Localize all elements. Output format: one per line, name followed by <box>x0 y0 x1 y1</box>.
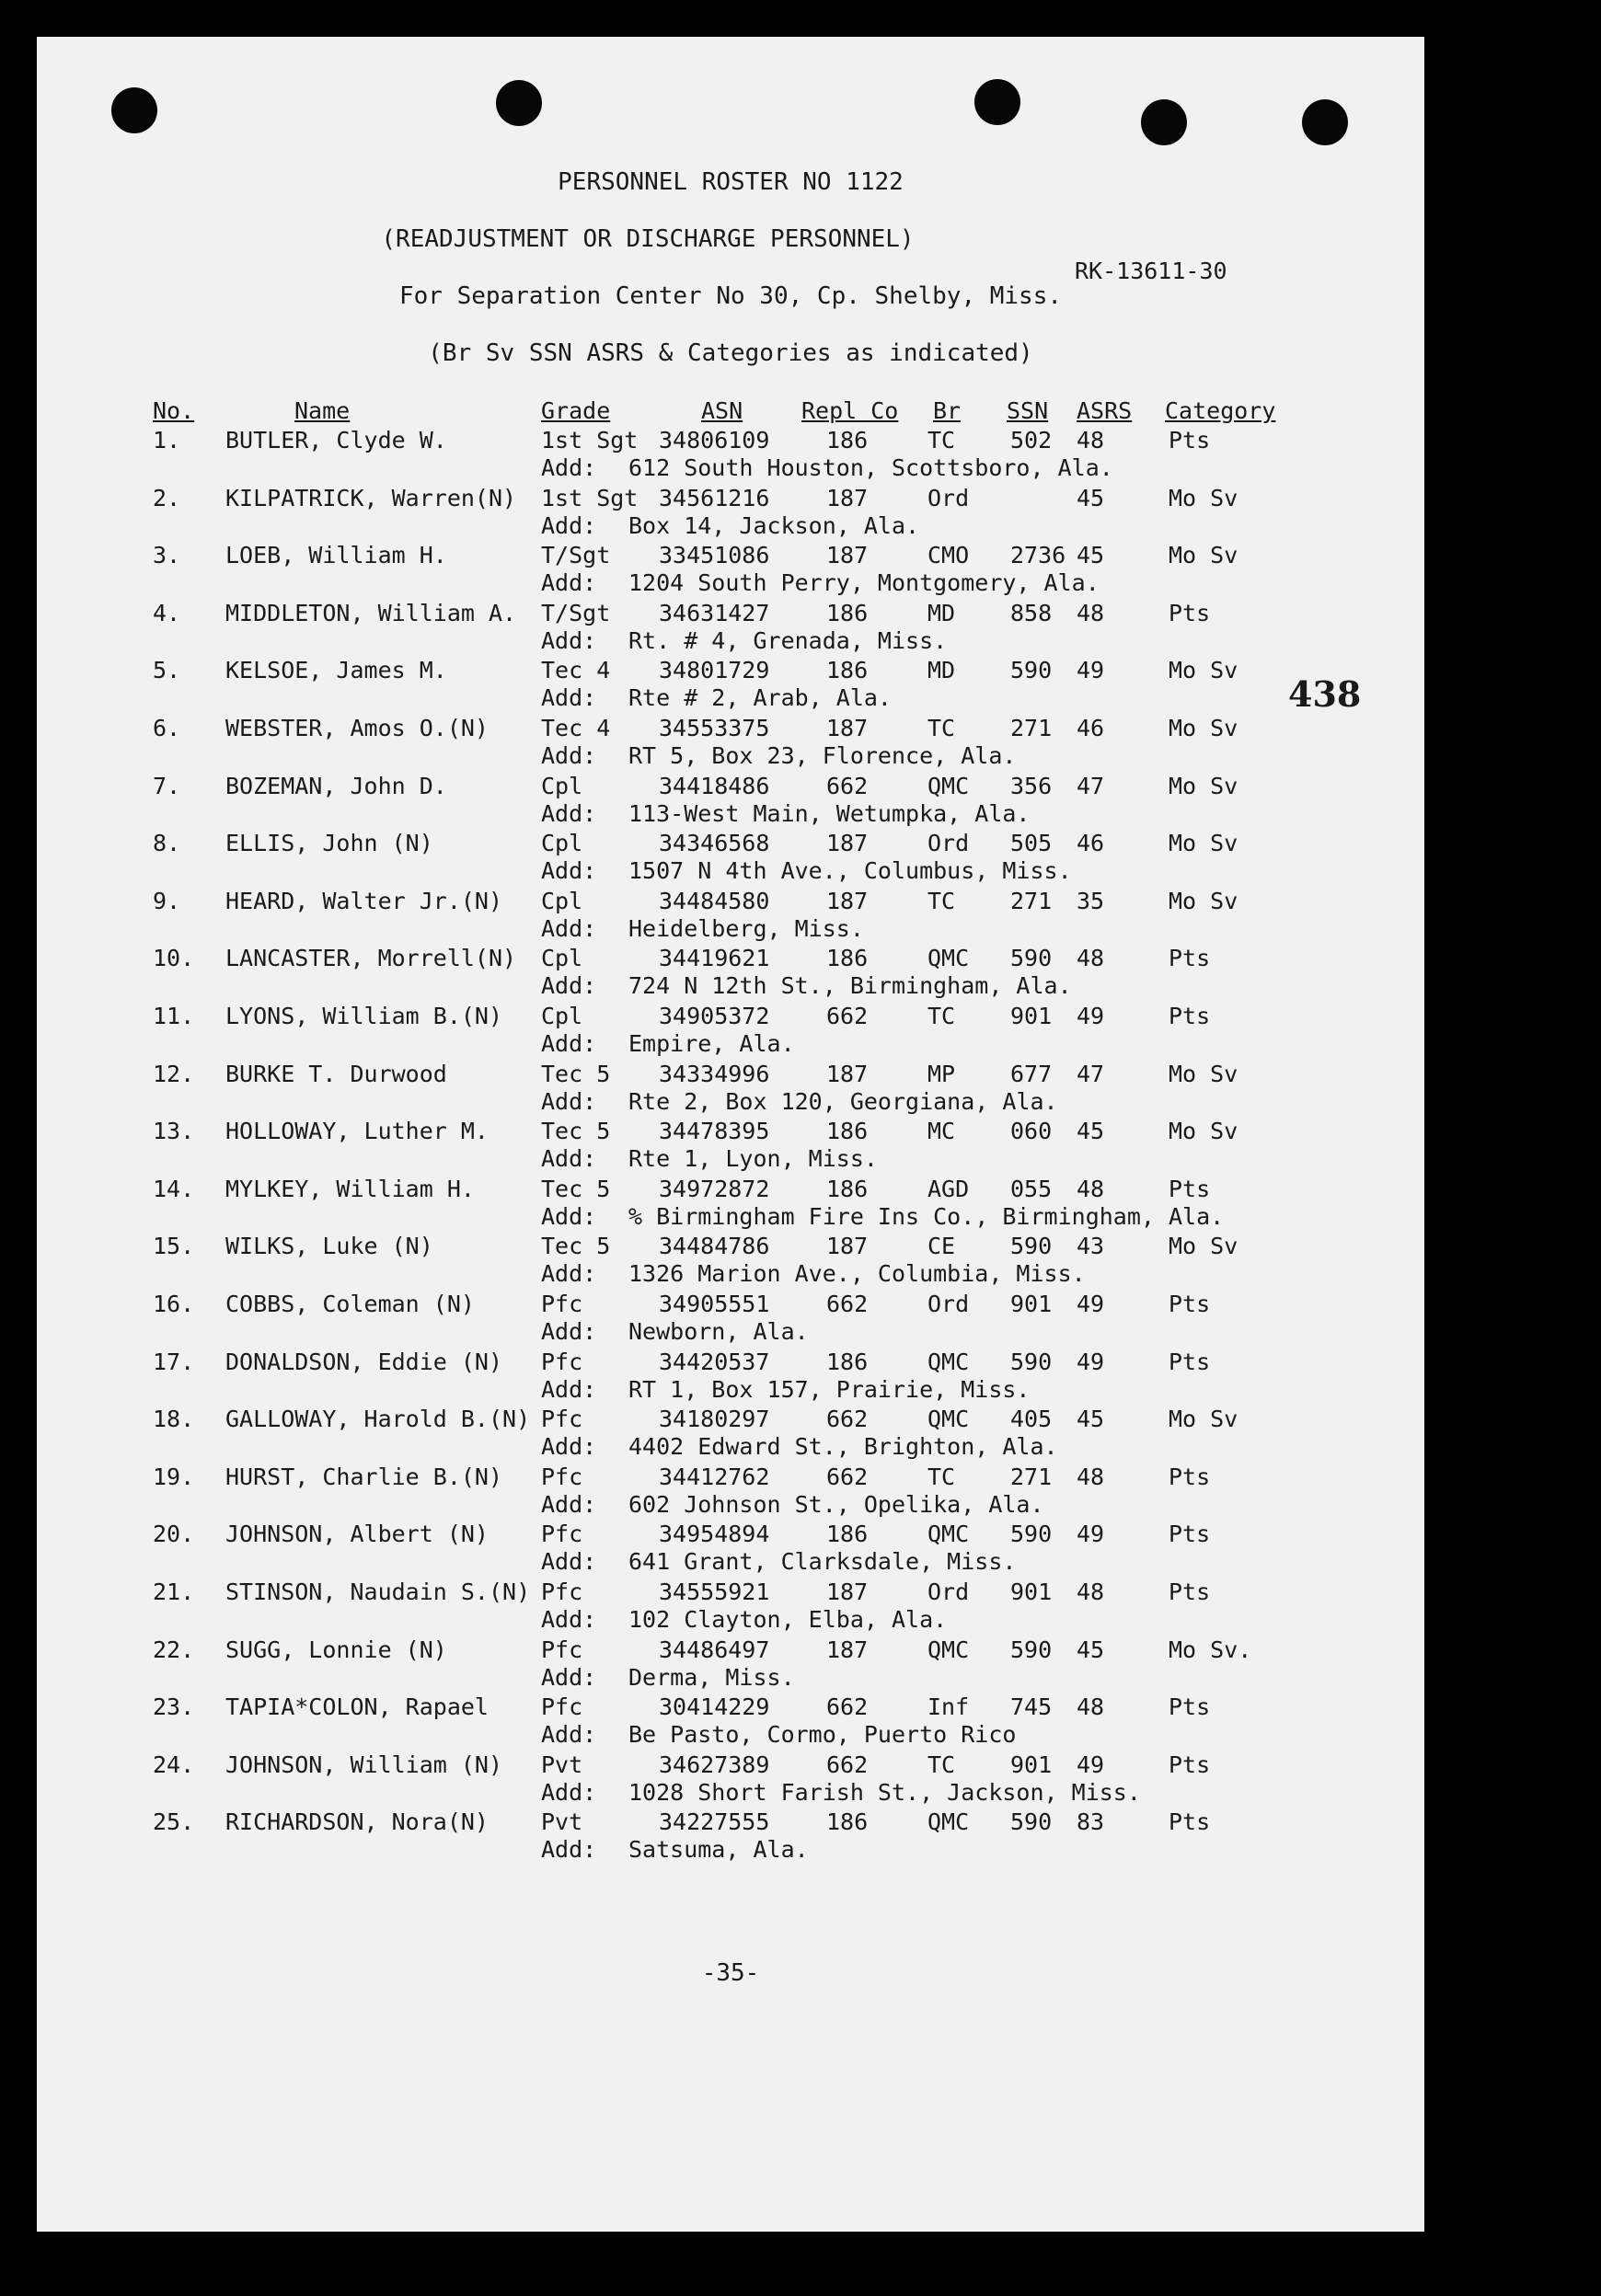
entry-number: 23. <box>153 1693 195 1721</box>
entry-grade: Tec 5 <box>541 1175 611 1202</box>
entry-repl-co: 187 <box>826 1233 869 1260</box>
entry-address: RT 5, Box 23, Florence, Ala. <box>628 742 1017 769</box>
entry-number: 20. <box>153 1521 195 1548</box>
entry-asn: 34412762 <box>659 1463 770 1490</box>
entry-category: Pts <box>1169 1751 1211 1778</box>
entry-address: Heidelberg, Miss. <box>628 914 864 942</box>
entry-asrs: 48 <box>1077 1463 1105 1490</box>
entry-repl-co: 186 <box>826 599 869 626</box>
entry-address: Satsuma, Ala. <box>628 1836 809 1864</box>
separation-center: For Separation Center No 30, Cp. Shelby, Miss. <box>398 282 1063 310</box>
entry-number: 18. <box>153 1406 195 1433</box>
entry-ssn: 505 <box>1010 830 1053 857</box>
entry-repl-co: 186 <box>826 657 869 684</box>
entry-name: COBBS, Coleman (N) <box>225 1291 475 1317</box>
entry-address: 102 Clayton, Elba, Ala. <box>628 1606 948 1633</box>
entry-repl-co: 187 <box>826 542 869 569</box>
entry-asrs: 45 <box>1077 1636 1105 1663</box>
address-label: Add: <box>541 684 597 712</box>
entry-branch: Ord <box>927 830 970 857</box>
entry-ssn: 590 <box>1010 657 1053 684</box>
entry-ssn: 590 <box>1010 1808 1053 1836</box>
entry-ssn: 502 <box>1010 427 1053 453</box>
entry-branch: TC <box>927 1463 956 1490</box>
entry-branch: TC <box>927 887 956 914</box>
entry-repl-co: 187 <box>826 830 869 857</box>
entry-ssn: 745 <box>1010 1693 1053 1721</box>
entry-repl-co: 187 <box>826 1578 869 1605</box>
entry-number: 9. <box>153 887 181 914</box>
entry-name: DONALDSON, Eddie (N) <box>225 1348 503 1375</box>
entry-repl-co: 662 <box>826 1406 869 1433</box>
entry-address: Empire, Ala. <box>628 1030 795 1057</box>
entry-asrs: 35 <box>1077 887 1105 914</box>
entry-ssn: 060 <box>1010 1118 1053 1145</box>
entry-asrs: 48 <box>1077 1175 1105 1202</box>
entry-asrs: 49 <box>1077 1521 1105 1548</box>
document-sheet <box>37 37 1424 2232</box>
entry-category: Pts <box>1169 1693 1211 1721</box>
entry-asn: 30414229 <box>659 1693 770 1721</box>
entry-grade: Tec 5 <box>541 1118 611 1145</box>
col-ssn: SSN <box>1007 397 1049 424</box>
entry-number: 17. <box>153 1348 195 1375</box>
entry-name: LYONS, William B.(N) <box>225 1003 503 1029</box>
address-label: Add: <box>541 1663 597 1691</box>
entry-asn: 34954894 <box>659 1521 770 1548</box>
entry-repl-co: 186 <box>826 1348 869 1375</box>
entry-category: Mo Sv <box>1169 1060 1238 1087</box>
entry-name: BOZEMAN, John D. <box>225 772 447 799</box>
address-label: Add: <box>541 1606 597 1633</box>
entry-ssn: 271 <box>1010 1463 1053 1490</box>
address-label: Add: <box>541 1490 597 1518</box>
entry-grade: Cpl <box>541 772 583 799</box>
entry-category: Pts <box>1169 1003 1211 1029</box>
entry-asrs: 43 <box>1077 1233 1105 1260</box>
entry-category: Mo Sv. <box>1169 1636 1252 1663</box>
entry-name: JOHNSON, William (N) <box>225 1751 503 1778</box>
entry-branch: QMC <box>927 772 970 799</box>
categories-note: (Br Sv SSN ASRS & Categories as indicated) <box>428 339 1033 367</box>
entry-category: Pts <box>1169 1578 1211 1605</box>
entry-repl-co: 662 <box>826 772 869 799</box>
entry-asn: 34484580 <box>659 887 770 914</box>
entry-address: Rte # 2, Arab, Ala. <box>628 684 892 712</box>
entry-repl-co: 662 <box>826 1693 869 1721</box>
entry-address: 1028 Short Farish St., Jackson, Miss. <box>628 1778 1141 1806</box>
entry-category: Pts <box>1169 945 1211 972</box>
entry-grade: Cpl <box>541 887 583 914</box>
entry-asn: 34418486 <box>659 772 770 799</box>
entry-asn: 34972872 <box>659 1175 770 1202</box>
entry-address: 724 N 12th St., Birmingham, Ala. <box>628 972 1072 1000</box>
entry-grade: Cpl <box>541 945 583 972</box>
entry-number: 13. <box>153 1118 195 1145</box>
address-label: Add: <box>541 1375 597 1403</box>
entry-ssn: 356 <box>1010 772 1053 799</box>
entry-name: GALLOWAY, Harold B.(N) <box>225 1406 531 1433</box>
entry-asn: 34486497 <box>659 1636 770 1663</box>
address-label: Add: <box>541 1145 597 1173</box>
entry-ssn: 590 <box>1010 1233 1053 1260</box>
entry-name: MYLKEY, William H. <box>225 1175 475 1202</box>
entry-address: Box 14, Jackson, Ala. <box>628 511 920 539</box>
entry-name: STINSON, Naudain S.(N) <box>225 1578 531 1605</box>
col-asn: ASN <box>701 397 743 424</box>
entry-name: KELSOE, James M. <box>225 657 447 684</box>
entry-asrs: 45 <box>1077 1406 1105 1433</box>
entry-repl-co: 186 <box>826 1808 869 1836</box>
entry-number: 22. <box>153 1636 195 1663</box>
entry-category: Pts <box>1169 1175 1211 1202</box>
entry-category: Mo Sv <box>1169 715 1238 741</box>
entry-address: 641 Grant, Clarksdale, Miss. <box>628 1548 1017 1576</box>
entry-ssn: 590 <box>1010 1521 1053 1548</box>
entry-repl-co: 187 <box>826 1060 869 1087</box>
entry-asn: 34553375 <box>659 715 770 741</box>
address-label: Add: <box>541 1548 597 1576</box>
entry-asrs: 45 <box>1077 484 1105 511</box>
entry-ssn: 271 <box>1010 715 1053 741</box>
entry-address: 4402 Edward St., Brighton, Ala. <box>628 1433 1058 1461</box>
entry-category: Pts <box>1169 427 1211 453</box>
entry-ssn: 901 <box>1010 1291 1053 1317</box>
entry-branch: CE <box>927 1233 956 1260</box>
entry-address: Newborn, Ala. <box>628 1318 809 1345</box>
entry-ssn: 901 <box>1010 1578 1053 1605</box>
entry-number: 14. <box>153 1175 195 1202</box>
entry-category: Mo Sv <box>1169 887 1238 914</box>
entry-number: 4. <box>153 599 181 626</box>
entry-number: 7. <box>153 772 181 799</box>
address-label: Add: <box>541 1721 597 1749</box>
entry-asrs: 49 <box>1077 1751 1105 1778</box>
entry-name: ELLIS, John (N) <box>225 830 433 857</box>
entry-grade: Pfc <box>541 1636 583 1663</box>
entry-number: 8. <box>153 830 181 857</box>
entry-asn: 34180297 <box>659 1406 770 1433</box>
entry-repl-co: 186 <box>826 427 869 453</box>
entry-category: Pts <box>1169 599 1211 626</box>
entry-repl-co: 187 <box>826 887 869 914</box>
entry-repl-co: 662 <box>826 1003 869 1029</box>
entry-category: Mo Sv <box>1169 830 1238 857</box>
address-label: Add: <box>541 972 597 1000</box>
entry-number: 6. <box>153 715 181 741</box>
entry-category: Pts <box>1169 1463 1211 1490</box>
entry-branch: Ord <box>927 1291 970 1317</box>
entry-grade: T/Sgt <box>541 542 611 569</box>
col-repl-co: Repl Co <box>801 397 899 424</box>
entry-address: 612 South Houston, Scottsboro, Ala. <box>628 454 1113 481</box>
entry-name: BUTLER, Clyde W. <box>225 427 447 453</box>
entry-grade: Pfc <box>541 1578 583 1605</box>
entry-branch: MC <box>927 1118 956 1145</box>
entry-branch: TC <box>927 427 956 453</box>
entry-asn: 34801729 <box>659 657 770 684</box>
entry-category: Pts <box>1169 1521 1211 1548</box>
address-label: Add: <box>541 1087 597 1115</box>
entry-asrs: 48 <box>1077 427 1105 453</box>
entry-asn: 34561216 <box>659 484 770 511</box>
entry-grade: Pfc <box>541 1521 583 1548</box>
entry-category: Mo Sv <box>1169 542 1238 569</box>
address-label: Add: <box>541 511 597 539</box>
entry-number: 12. <box>153 1060 195 1087</box>
address-label: Add: <box>541 626 597 654</box>
entry-repl-co: 662 <box>826 1463 869 1490</box>
punch-hole <box>111 87 157 133</box>
entry-asn: 34905551 <box>659 1291 770 1317</box>
entry-repl-co: 187 <box>826 715 869 741</box>
entry-name: TAPIA*COLON, Rapael <box>225 1693 489 1721</box>
entry-address: % Birmingham Fire Ins Co., Birmingham, Ala. <box>628 1202 1225 1230</box>
entry-grade: Pfc <box>541 1693 583 1721</box>
entry-grade: Cpl <box>541 830 583 857</box>
entry-name: SUGG, Lonnie (N) <box>225 1636 447 1663</box>
entry-grade: Pfc <box>541 1291 583 1317</box>
entry-address: Rt. # 4, Grenada, Miss. <box>628 626 948 654</box>
entry-branch: MD <box>927 599 956 626</box>
entry-address: 602 Johnson St., Opelika, Ala. <box>628 1490 1044 1518</box>
entry-grade: 1st Sgt <box>541 427 639 453</box>
entry-asn: 34631427 <box>659 599 770 626</box>
entry-name: HEARD, Walter Jr.(N) <box>225 887 503 914</box>
entry-number: 10. <box>153 945 195 972</box>
entry-number: 15. <box>153 1233 195 1260</box>
address-label: Add: <box>541 1260 597 1288</box>
punch-hole <box>1141 99 1187 145</box>
entry-repl-co: 662 <box>826 1291 869 1317</box>
entry-asrs: 45 <box>1077 1118 1105 1145</box>
entry-ssn: 590 <box>1010 1636 1053 1663</box>
entry-address: RT 1, Box 157, Prairie, Miss. <box>628 1375 1031 1403</box>
entry-asn: 34334996 <box>659 1060 770 1087</box>
entry-grade: Tec 4 <box>541 657 611 684</box>
entry-grade: T/Sgt <box>541 599 611 626</box>
entry-grade: Tec 5 <box>541 1060 611 1087</box>
entry-asn: 34806109 <box>659 427 770 453</box>
entry-asrs: 48 <box>1077 1693 1105 1721</box>
entry-branch: QMC <box>927 1348 970 1375</box>
entry-branch: Inf <box>927 1693 970 1721</box>
entry-branch: AGD <box>927 1175 970 1202</box>
side-number: 438 <box>1288 673 1362 715</box>
entry-grade: Pfc <box>541 1348 583 1375</box>
entry-repl-co: 187 <box>826 484 869 511</box>
entry-branch: Ord <box>927 484 970 511</box>
rk-number: RK-13611-30 <box>1075 258 1227 284</box>
entry-number: 11. <box>153 1003 195 1029</box>
entry-category: Mo Sv <box>1169 484 1238 511</box>
address-label: Add: <box>541 1202 597 1230</box>
entry-address: Rte 2, Box 120, Georgiana, Ala. <box>628 1087 1058 1115</box>
entry-address: Rte 1, Lyon, Miss. <box>628 1145 878 1173</box>
entry-ssn: 271 <box>1010 887 1053 914</box>
entry-number: 24. <box>153 1751 195 1778</box>
punch-hole <box>974 79 1020 125</box>
page-number: -35- <box>701 1959 760 1987</box>
entry-repl-co: 187 <box>826 1636 869 1663</box>
col-br: Br <box>933 397 962 424</box>
entry-asrs: 48 <box>1077 599 1105 626</box>
entry-category: Mo Sv <box>1169 1406 1238 1433</box>
entry-category: Mo Sv <box>1169 657 1238 684</box>
entry-asn: 34419621 <box>659 945 770 972</box>
entry-address: 1507 N 4th Ave., Columbus, Miss. <box>628 857 1072 885</box>
entry-asn: 34346568 <box>659 830 770 857</box>
col-name: Name <box>294 397 351 424</box>
entry-grade: Tec 4 <box>541 715 611 741</box>
col-grade: Grade <box>541 397 611 424</box>
entry-category: Pts <box>1169 1808 1211 1836</box>
entry-number: 2. <box>153 484 181 511</box>
entry-address: Derma, Miss. <box>628 1663 795 1691</box>
entry-repl-co: 186 <box>826 1521 869 1548</box>
entry-asn: 33451086 <box>659 542 770 569</box>
entry-grade: Pvt <box>541 1751 583 1778</box>
entry-name: JOHNSON, Albert (N) <box>225 1521 489 1548</box>
entry-grade: Pfc <box>541 1463 583 1490</box>
entry-number: 21. <box>153 1578 195 1605</box>
entry-grade: Pfc <box>541 1406 583 1433</box>
entry-name: WEBSTER, Amos O.(N) <box>225 715 489 741</box>
entry-name: HOLLOWAY, Luther M. <box>225 1118 489 1145</box>
entry-name: HURST, Charlie B.(N) <box>225 1463 503 1490</box>
entry-branch: CMO <box>927 542 970 569</box>
address-label: Add: <box>541 454 597 481</box>
address-label: Add: <box>541 1778 597 1806</box>
entry-address: Be Pasto, Cormo, Puerto Rico <box>628 1721 1017 1749</box>
entry-category: Mo Sv <box>1169 1233 1238 1260</box>
entry-address: 113-West Main, Wetumpka, Ala. <box>628 799 1031 827</box>
entry-name: KILPATRICK, Warren(N) <box>225 484 517 511</box>
entry-asrs: 48 <box>1077 945 1105 972</box>
entry-asrs: 47 <box>1077 1060 1105 1087</box>
entry-grade: Tec 5 <box>541 1233 611 1260</box>
col-category: Category <box>1165 397 1276 424</box>
entry-category: Mo Sv <box>1169 772 1238 799</box>
roster-title: PERSONNEL ROSTER NO 1122 <box>558 168 904 196</box>
entry-ssn: 590 <box>1010 945 1053 972</box>
col-no: No. <box>153 397 195 424</box>
entry-asn: 34478395 <box>659 1118 770 1145</box>
address-label: Add: <box>541 742 597 769</box>
entry-branch: Ord <box>927 1578 970 1605</box>
entry-asrs: 48 <box>1077 1578 1105 1605</box>
entry-branch: MP <box>927 1060 956 1087</box>
entry-asn: 34555921 <box>659 1578 770 1605</box>
entry-branch: TC <box>927 1751 956 1778</box>
entry-asn: 34420537 <box>659 1348 770 1375</box>
entry-grade: Pvt <box>541 1808 583 1836</box>
entry-repl-co: 186 <box>826 945 869 972</box>
entry-asrs: 46 <box>1077 715 1105 741</box>
address-label: Add: <box>541 1030 597 1057</box>
entry-address: 1326 Marion Ave., Columbia, Miss. <box>628 1260 1086 1288</box>
entry-asn: 34905372 <box>659 1003 770 1029</box>
entry-name: WILKS, Luke (N) <box>225 1233 433 1260</box>
entry-number: 19. <box>153 1463 195 1490</box>
entry-name: LOEB, William H. <box>225 542 447 569</box>
address-label: Add: <box>541 857 597 885</box>
entry-number: 25. <box>153 1808 195 1836</box>
entry-branch: MD <box>927 657 956 684</box>
entry-number: 16. <box>153 1291 195 1317</box>
address-label: Add: <box>541 914 597 942</box>
entry-branch: QMC <box>927 1406 970 1433</box>
entry-asrs: 46 <box>1077 830 1105 857</box>
entry-asrs: 83 <box>1077 1808 1105 1836</box>
address-label: Add: <box>541 799 597 827</box>
address-label: Add: <box>541 1836 597 1864</box>
entry-branch: QMC <box>927 1808 970 1836</box>
entry-asrs: 45 <box>1077 542 1105 569</box>
entry-number: 3. <box>153 542 181 569</box>
entry-asn: 34484786 <box>659 1233 770 1260</box>
entry-ssn: 590 <box>1010 1348 1053 1375</box>
entry-asn: 34227555 <box>659 1808 770 1836</box>
entry-branch: QMC <box>927 945 970 972</box>
entry-name: RICHARDSON, Nora(N) <box>225 1808 489 1836</box>
entry-grade: 1st Sgt <box>541 484 639 511</box>
entry-ssn: 858 <box>1010 599 1053 626</box>
entry-repl-co: 662 <box>826 1751 869 1778</box>
entry-branch: QMC <box>927 1521 970 1548</box>
entry-name: LANCASTER, Morrell(N) <box>225 945 517 972</box>
entry-ssn: 2736 <box>1010 542 1066 569</box>
entry-ssn: 901 <box>1010 1751 1053 1778</box>
entry-name: MIDDLETON, William A. <box>225 599 517 626</box>
punch-hole <box>1302 99 1348 145</box>
entry-ssn: 677 <box>1010 1060 1053 1087</box>
entry-ssn: 405 <box>1010 1406 1053 1433</box>
address-label: Add: <box>541 1318 597 1345</box>
entry-branch: TC <box>927 1003 956 1029</box>
entry-category: Pts <box>1169 1348 1211 1375</box>
entry-grade: Cpl <box>541 1003 583 1029</box>
entry-branch: QMC <box>927 1636 970 1663</box>
roster-subtitle: (READJUSTMENT OR DISCHARGE PERSONNEL) <box>381 225 915 253</box>
entry-asrs: 49 <box>1077 657 1105 684</box>
punch-hole <box>496 80 542 126</box>
entry-asn: 34627389 <box>659 1751 770 1778</box>
entry-ssn: 055 <box>1010 1175 1053 1202</box>
entry-repl-co: 186 <box>826 1118 869 1145</box>
col-asrs: ASRS <box>1077 397 1133 424</box>
entry-asrs: 49 <box>1077 1003 1105 1029</box>
entry-category: Mo Sv <box>1169 1118 1238 1145</box>
entry-number: 1. <box>153 427 181 453</box>
entry-asrs: 47 <box>1077 772 1105 799</box>
address-label: Add: <box>541 1433 597 1461</box>
address-label: Add: <box>541 569 597 597</box>
entry-ssn: 901 <box>1010 1003 1053 1029</box>
entry-asrs: 49 <box>1077 1291 1105 1317</box>
entry-address: 1204 South Perry, Montgomery, Ala. <box>628 569 1100 597</box>
entry-name: BURKE T. Durwood <box>225 1060 447 1087</box>
entry-branch: TC <box>927 715 956 741</box>
entry-number: 5. <box>153 657 181 684</box>
entry-repl-co: 186 <box>826 1175 869 1202</box>
entry-asrs: 49 <box>1077 1348 1105 1375</box>
entry-category: Pts <box>1169 1291 1211 1317</box>
